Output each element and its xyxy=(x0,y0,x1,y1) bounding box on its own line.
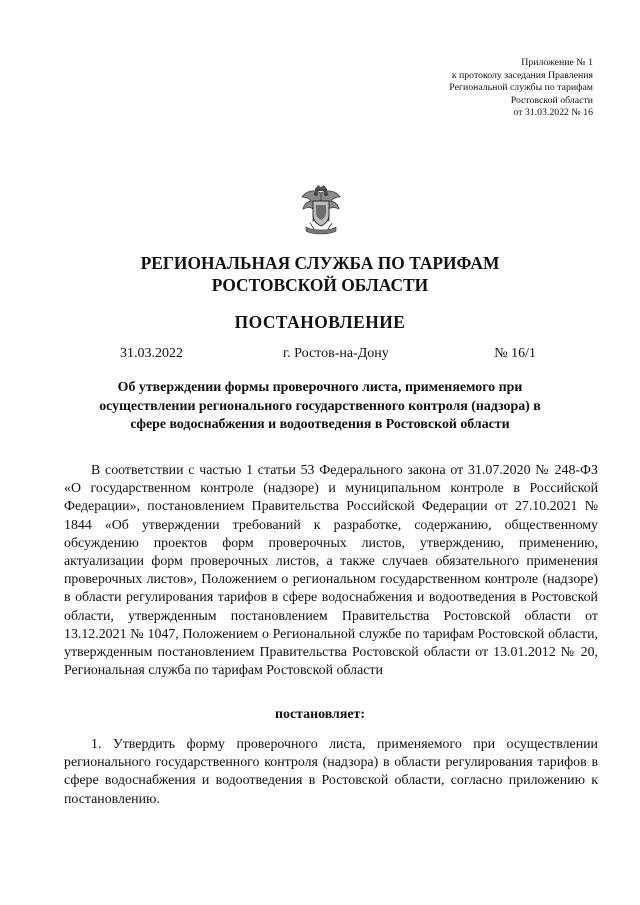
document-date: 31.03.2022 xyxy=(120,346,183,361)
org-name-line: РОСТОВСКОЙ ОБЛАСТИ xyxy=(211,275,429,295)
decree-word: постановляет: xyxy=(275,707,365,722)
annex-line: Ростовской области xyxy=(510,94,593,106)
preamble-paragraph: В соответствии с частью 1 статьи 53 Федерального закона от 31.07.2020 № 248-ФЗ «О государственном контроле (надзоре) и муниципальном контроле в Российской Федерации», постановлением Правительства Российской Федерации от 27.10.2021 № 1844 «Об утверждении требований к разработке, содержанию, общественному обсуждению проектов форм проверочных листов, утверждению, применению, актуализации форм проверочных листов, а также случаев обязательного применения проверочных листов», Положением о региональном государственном контроле (надзоре) в области регулирования тарифов в сфере водоснабжения и водоотведения в Ростовской области, утвержденным постановлением Правительства Ростовской области от 13.12.2021 № 1047, Положением о Региональной службе по тарифам Ростовской области, утвержденным постановлением Правительства Ростовской области от 13.01.2012 № 20, Региональная служба по тарифам Ростовской области xyxy=(64,463,598,679)
annex-line: Региональной службы по тарифам xyxy=(449,82,593,94)
org-name-line: РЕГИОНАЛЬНАЯ СЛУЖБА ПО ТАРИФАМ xyxy=(140,253,500,273)
subject-line: сфере водоснабжения и водоотведения в Ростовской области xyxy=(130,417,510,433)
coat-of-arms-icon xyxy=(300,183,342,237)
document-city: г. Ростов-на-Дону xyxy=(283,346,389,361)
document-number: № 16/1 xyxy=(494,346,536,361)
document-subject xyxy=(95,379,545,435)
subject-line: Об утверждении формы проверочного листа, применяемого при xyxy=(117,380,523,395)
resolution-item-1: 1. Утвердить форму проверочного листа, применяемого при осуществлении регионального государственного контроля (надзора) в области регулирования тарифов в сфере водоснабжения и водоотведения в Ростовской области, согласно приложению к постановлению. xyxy=(64,737,598,807)
subject-line: осуществлении регионального государственного контроля (надзора) в xyxy=(99,398,541,414)
organization-name xyxy=(60,252,580,296)
annex-line: Приложение № 1 xyxy=(521,57,593,68)
annex-line: от 31.03.2022 № 16 xyxy=(513,107,593,119)
document-type-title: ПОСТАНОВЛЕНИЕ xyxy=(234,312,406,332)
annex-line: к протоколу заседания Правления xyxy=(451,69,593,81)
annex-block xyxy=(353,57,593,120)
